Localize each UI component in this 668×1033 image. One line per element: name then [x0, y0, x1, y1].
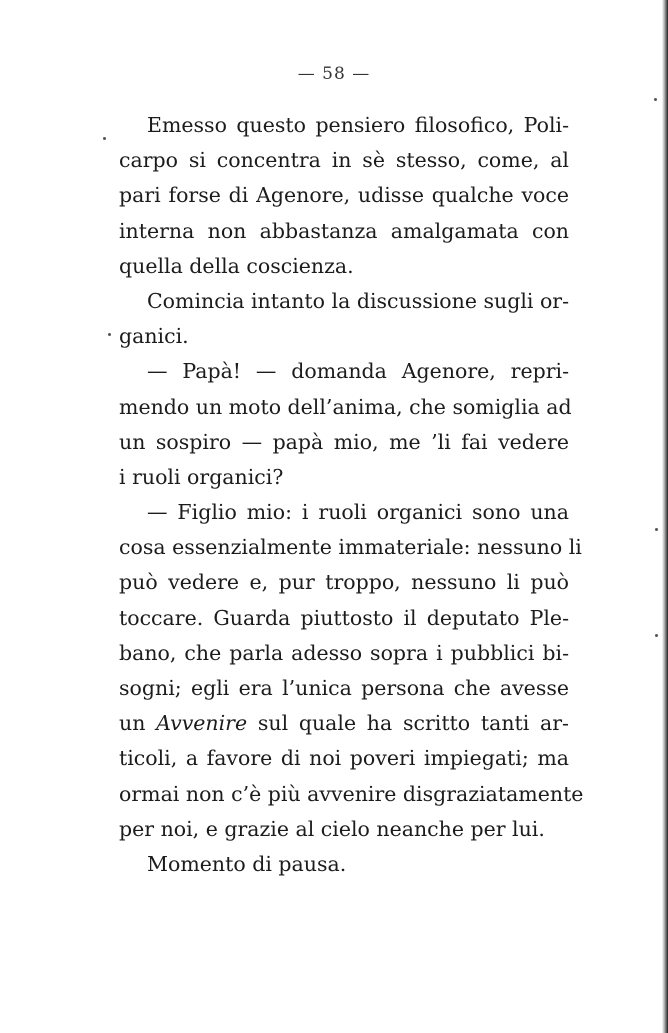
- text-line: un sospiro — papà mio, me ’li fai vedere: [119, 429, 569, 454]
- text-line: Momento di pausa.: [147, 851, 347, 876]
- text-line: — Papà! — domanda Agenore, repri-: [147, 359, 569, 384]
- text-line: può vedere e, pur troppo, nessuno li può: [119, 570, 569, 595]
- text-line: Emesso questo pensiero filosofico, Poli-: [147, 113, 569, 137]
- text-line: ganici.: [119, 324, 189, 349]
- text-line: ormai non c’è più avvenire disgraziatamente: [119, 781, 584, 806]
- text-line: per noi, e grazie al cielo neanche per lui.: [119, 816, 545, 841]
- text-line: — Figlio mio: i ruoli organici sono una: [147, 500, 569, 525]
- text-line: cosa essenzialmente immateriale: nessuno li: [119, 535, 582, 560]
- text-line: ticoli, a favore di noi poveri impiegati; ma: [119, 746, 569, 771]
- text-line: Comincia intanto la discussione sugli or-: [147, 288, 570, 313]
- ink-speck: [108, 333, 111, 336]
- text-line: carpo si concentra in sè stesso, come, al: [119, 148, 569, 173]
- text-line: sogni; egli era l’unica persona che avesse: [119, 676, 569, 700]
- text-fragment: sul quale ha scritto tanti ar-: [257, 711, 569, 736]
- text-line: interna non abbastanza amalgamata con: [119, 218, 569, 243]
- italic-title: Avvenire: [156, 711, 248, 736]
- text-line: mendo un moto dell’anima, che somiglia ad: [119, 394, 572, 419]
- text-line: toccare. Guarda piuttosto il deputato Ple-: [119, 605, 569, 630]
- text-line: bano, che parla adesso sopra i pubblici bi-: [119, 640, 569, 665]
- body-text: [119, 108, 584, 882]
- text-line: quella della coscienza.: [119, 253, 354, 278]
- text-line: i ruoli organici?: [119, 464, 284, 489]
- ink-speck: [654, 98, 657, 101]
- text-fragment: un: [119, 711, 146, 736]
- ink-speck: [655, 634, 658, 637]
- page-edge-shadow: [662, 0, 668, 1033]
- ink-speck: [103, 137, 106, 140]
- text-line: pari forse di Agenore, udisse qualche voce: [119, 183, 569, 208]
- ink-speck: [655, 528, 658, 531]
- page-number: — 58 —: [297, 64, 371, 84]
- text-line: [119, 706, 569, 741]
